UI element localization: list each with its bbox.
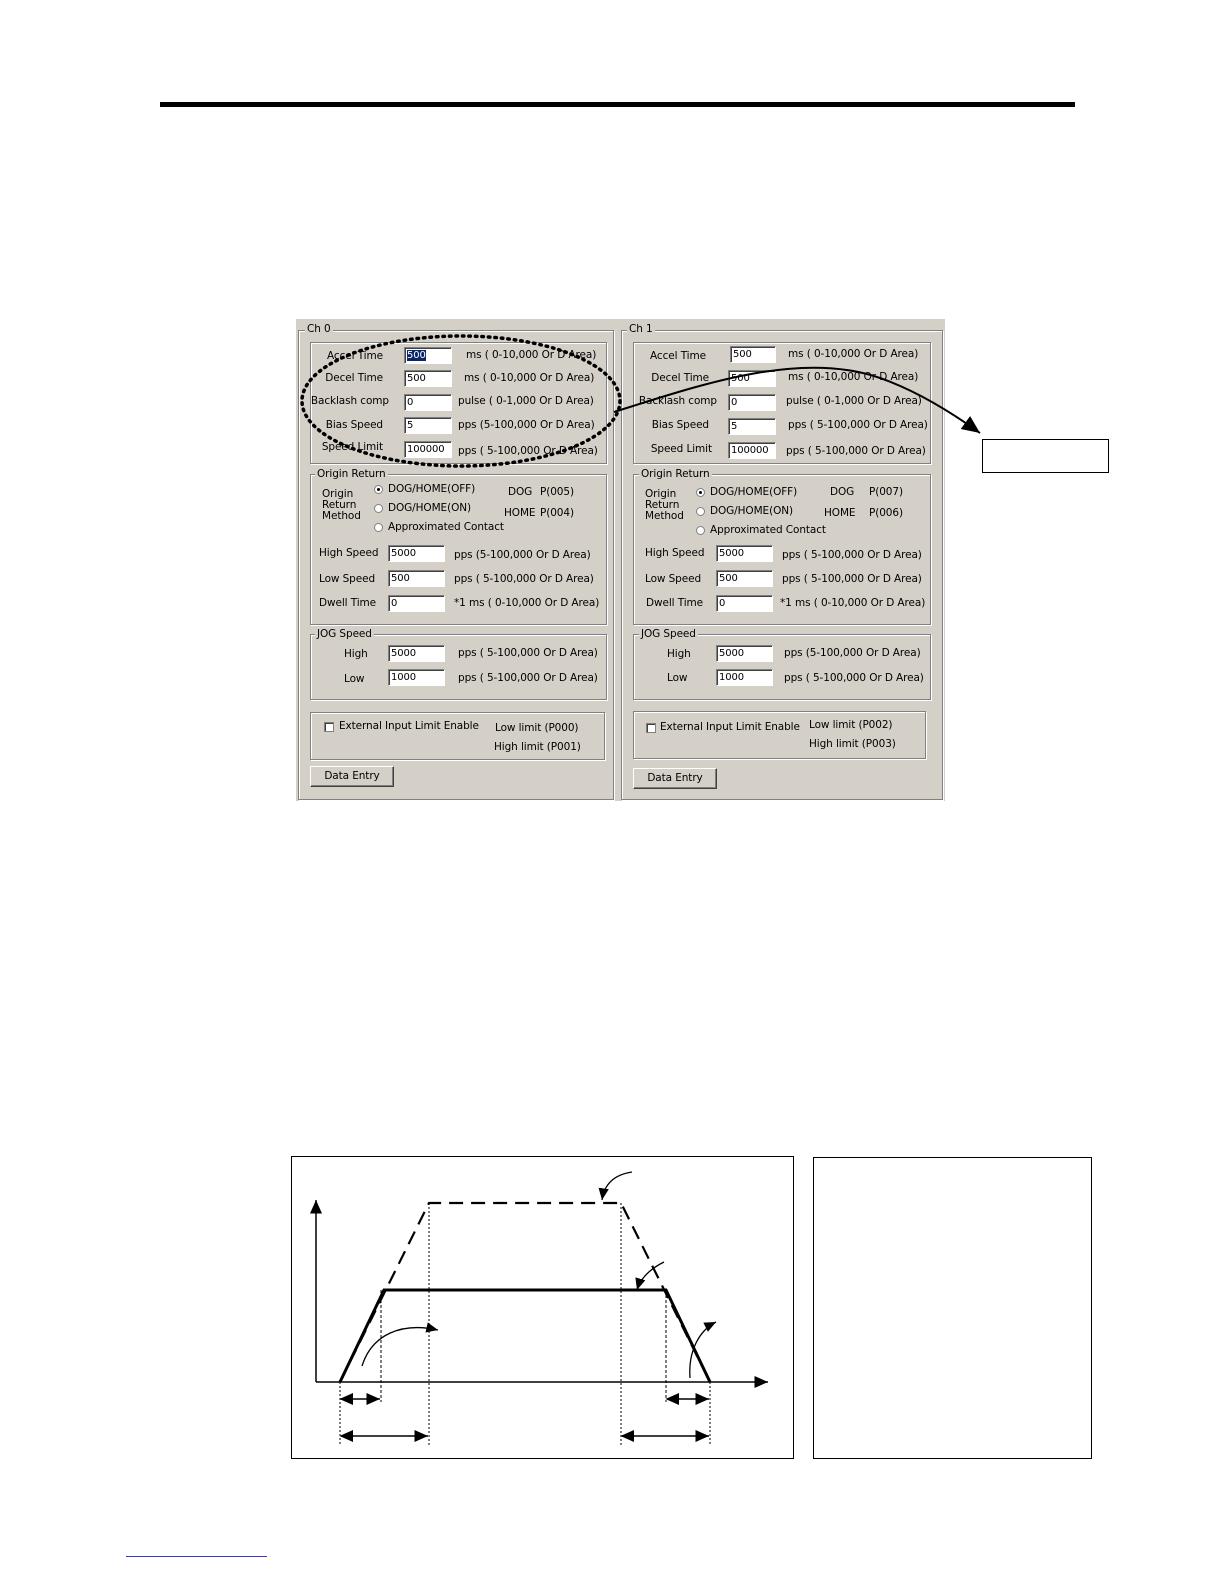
ch0-highspeed-unit: pps (5-100,000 Or D Area) <box>454 549 591 561</box>
ch0-dwell-unit: *1 ms ( 0-10,000 Or D Area) <box>454 597 600 609</box>
ch1-method-label-2: Return <box>645 499 680 511</box>
ch1-origin-title: Origin Return <box>641 468 710 480</box>
ch1-radio-approx-label: Approximated Contact <box>710 524 826 536</box>
ch1-low-limit: Low limit (P002) <box>809 719 893 731</box>
actual-speed-profile <box>340 1290 710 1382</box>
ch0-dwell-input[interactable]: 0 <box>388 595 445 612</box>
ch1-highspeed-label: High Speed <box>645 547 705 559</box>
ch0-title: Ch 0 <box>307 323 331 335</box>
ch1-radio-dog-off-label: DOG/HOME(OFF) <box>710 486 798 498</box>
ch1-lowspeed-unit: pps ( 5-100,000 Or D Area) <box>782 573 922 585</box>
ch1-accel-input[interactable]: 500 <box>730 346 776 363</box>
ch1-bias-label: Bias Speed <box>651 419 709 431</box>
ch1-limit-checkbox-label: External Input Limit Enable <box>660 721 800 733</box>
ch0-method-label-1: Origin <box>322 488 354 500</box>
ch1-home-label: HOME <box>824 507 856 519</box>
footer-rule <box>126 1556 267 1557</box>
ch0-lowspeed-label: Low Speed <box>319 573 376 585</box>
ch1-dog-value: P(007) <box>869 486 903 498</box>
ch0-data-entry-button[interactable]: Data Entry <box>310 766 394 787</box>
ch0-highspeed-input[interactable]: 5000 <box>388 545 445 562</box>
ch0-radio-approx-label: Approximated Contact <box>388 521 504 533</box>
ch0-jog-high-label: High <box>344 648 368 660</box>
ch0-home-value: P(004) <box>540 507 574 519</box>
ch0-decel-unit: ms ( 0-10,000 Or D Area) <box>464 372 595 384</box>
ch0-bias-label: Bias Speed <box>325 419 383 431</box>
ch0-accel-input[interactable]: 500 <box>404 347 452 364</box>
ch1-speedlimit-label: Speed Limit <box>650 443 712 455</box>
ch1-high-limit: High limit (P003) <box>809 738 896 750</box>
ch0-accel-label: Accel Time <box>327 350 383 362</box>
ch0-bias-unit: pps (5-100,000 Or D Area) <box>458 419 595 431</box>
ch1-backlash-unit: pulse ( 0-1,000 Or D Area) <box>786 395 922 407</box>
ch0-low-limit: Low limit (P000) <box>495 722 579 734</box>
ch0-origin-title: Origin Return <box>317 468 386 480</box>
ch1-radio-dog-on-label: DOG/HOME(ON) <box>710 505 793 517</box>
ch1-accel-label: Accel Time <box>650 350 706 362</box>
ch0-jog-low-label: Low <box>344 673 365 685</box>
ch1-highspeed-unit: pps ( 5-100,000 Or D Area) <box>782 549 922 561</box>
ch1-decel-unit: ms ( 0-10,000 Or D Area) <box>788 371 919 383</box>
ch0-method-label-2: Return <box>322 499 357 511</box>
ch1-decel-input[interactable]: 500 <box>728 370 776 387</box>
ch0-lowspeed-input[interactable]: 500 <box>388 570 445 587</box>
pointer-arrow-left <box>362 1328 438 1366</box>
ch1-lowspeed-label: Low Speed <box>645 573 702 585</box>
ch0-jog-high-input[interactable]: 5000 <box>388 645 445 662</box>
ch1-method-label-1: Origin <box>645 488 677 500</box>
ch1-title: Ch 1 <box>629 323 653 335</box>
ch1-lowspeed-input[interactable]: 500 <box>716 570 773 587</box>
ch1-dwell-unit: *1 ms ( 0-10,000 Or D Area) <box>780 597 926 609</box>
ch0-method-label-3: Method <box>322 510 361 522</box>
ch1-backlash-input[interactable]: 0 <box>728 394 776 411</box>
ch0-dwell-label: Dwell Time <box>319 597 377 609</box>
ch1-jog-low-unit: pps ( 5-100,000 Or D Area) <box>784 672 924 684</box>
ch1-jog-title: JOG Speed <box>641 628 696 640</box>
ch0-jog-title: JOG Speed <box>317 628 372 640</box>
ch1-data-entry-button[interactable]: Data Entry <box>633 768 717 789</box>
ch1-home-value: P(006) <box>869 507 903 519</box>
ch0-high-limit: High limit (P001) <box>494 741 581 753</box>
ch0-bias-input[interactable]: 5 <box>404 417 452 434</box>
pointer-arrow-mid <box>637 1262 664 1290</box>
ch1-highspeed-input[interactable]: 5000 <box>716 545 773 562</box>
ch0-backlash-unit: pulse ( 0-1,000 Or D Area) <box>458 395 594 407</box>
ch1-dog-label: DOG <box>830 486 855 498</box>
ch0-radio-dog-on-label: DOG/HOME(ON) <box>388 502 471 514</box>
ch1-jog-high-label: High <box>667 648 691 660</box>
ch1-method-label-3: Method <box>645 510 684 522</box>
ch1-speedlimit-unit: pps ( 5-100,000 Or D Area) <box>786 445 926 457</box>
ch0-highspeed-label: High Speed <box>319 547 379 559</box>
ch1-dwell-input[interactable]: 0 <box>716 595 773 612</box>
ch1-jog-low-input[interactable]: 1000 <box>716 669 773 686</box>
ch1-decel-label: Decel Time <box>651 372 709 384</box>
ch0-dog-label: DOG <box>508 486 533 498</box>
ch0-jog-low-input[interactable]: 1000 <box>388 669 445 686</box>
ch0-radio-dog-off-label: DOG/HOME(OFF) <box>388 483 476 495</box>
ch0-jog-high-unit: pps ( 5-100,000 Or D Area) <box>458 647 598 659</box>
ch0-speedlimit-label: Speed Limit <box>321 441 383 453</box>
max-speed-profile <box>340 1203 710 1382</box>
ch0-decel-input[interactable]: 500 <box>404 370 452 387</box>
ch0-limit-checkbox-label: External Input Limit Enable <box>339 720 479 732</box>
ch0-backlash-input[interactable]: 0 <box>404 394 452 411</box>
ch0-lowspeed-unit: pps ( 5-100,000 Or D Area) <box>454 573 594 585</box>
ch0-jog-low-unit: pps ( 5-100,000 Or D Area) <box>458 672 598 684</box>
ch1-accel-unit: ms ( 0-10,000 Or D Area) <box>788 348 919 360</box>
pointer-arrow-top <box>602 1172 632 1200</box>
ch1-dwell-label: Dwell Time <box>646 597 704 609</box>
ch1-jog-high-input[interactable]: 5000 <box>716 645 773 662</box>
ch0-dog-value: P(005) <box>540 486 574 498</box>
ch1-bias-unit: pps ( 5-100,000 Or D Area) <box>788 419 928 431</box>
ch1-backlash-label: Backlash comp <box>638 395 717 407</box>
ch1-jog-low-label: Low <box>667 672 688 684</box>
ch1-speedlimit-input[interactable]: 100000 <box>728 442 776 459</box>
ch0-speedlimit-input[interactable]: 100000 <box>404 441 452 458</box>
ch0-backlash-label: Backlash comp <box>310 395 389 407</box>
ch0-home-label: HOME <box>504 507 536 519</box>
ch0-accel-unit: ms ( 0-10,000 Or D Area) <box>466 349 597 361</box>
ch0-speedlimit-unit: pps ( 5-100,000 Or D Area) <box>458 445 598 457</box>
ch0-decel-label: Decel Time <box>325 372 383 384</box>
ch1-jog-high-unit: pps (5-100,000 Or D Area) <box>784 647 921 659</box>
ch1-bias-input[interactable]: 5 <box>728 418 776 435</box>
